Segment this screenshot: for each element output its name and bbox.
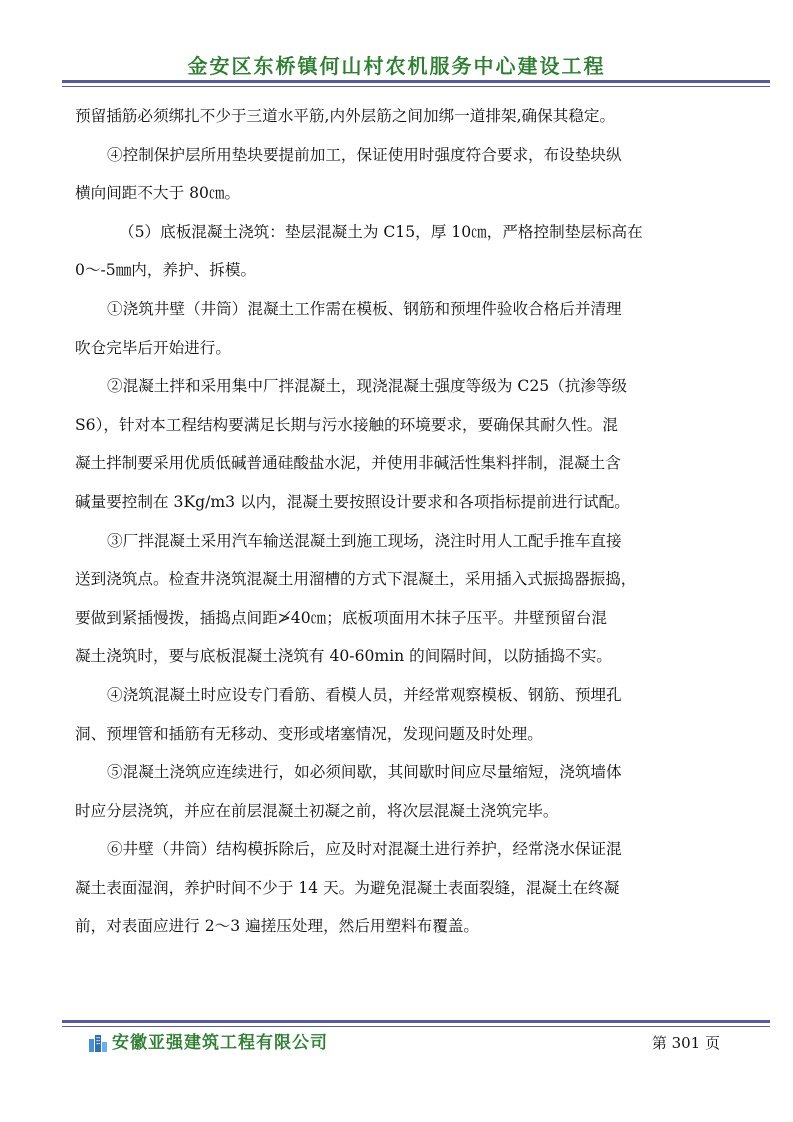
text-line: 凝土表面湿润，养护时间不少于 14 天。为避免混凝土表面裂缝，混凝土在终凝 [75,878,620,897]
body-text [75,97,731,946]
text-line: 凝土拌制要采用优质低碱普通硅酸盐水泥，并使用非碱活性集料拌制，混凝土含 [75,454,621,473]
text-line: 送到浇筑点。检查井浇筑混凝土用溜槽的方式下混凝土，采用插入式振捣器振捣， [75,570,637,589]
building-logo-icon [88,1033,108,1053]
text-line: ②混凝土拌和采用集中厂拌混凝土，现浇混凝土强度等级为 C25（抗渗等级 [107,377,628,396]
page-number: 第 301 页 [651,1034,720,1052]
text-line: 吹仓完毕后开始进行。 [75,338,231,357]
header-rule-thick [62,80,770,83]
text-line: 前，对表面应进行 2～3 遍搓压处理，然后用塑料布覆盖。 [75,917,480,936]
company-name: 安徽亚强建筑工程有限公司 [112,1033,328,1053]
text-line: 横向间距不大于 80㎝。 [75,184,241,203]
header-title: 金安区东桥镇何山村农机服务中心建设工程 [187,54,606,78]
text-line: 碱量要控制在 3Kg/m3 以内，混凝土要按照设计要求和各项指标提前进行试配。 [75,492,630,511]
text-line: ④浇筑混凝土时应设专门看筋、看模人员，并经常观察模板、钢筋、预埋孔 [107,685,622,704]
text-line: S6），针对本工程结构要满足长期与污水接触的环境要求，要确保其耐久性。混 [75,415,618,434]
text-line: ①浇筑井壁（井筒）混凝土工作需在模板、钢筋和预埋件验收合格后并清理 [107,299,622,318]
text-line: ③厂拌混凝土采用汽车输送混凝土到施工现场，浇注时用人工配手推车直接 [107,531,622,550]
text-line: 0～-5㎜内，养护、拆模。 [75,261,257,280]
footer-rule-thick [62,1020,770,1023]
footer-rule-thin [62,1026,770,1027]
text-line: 预留插筋必须绑扎不少于三道水平筋,内外层筋之间加绑一道排架,确保其稳定。 [75,107,616,125]
header-rule-thin [62,86,770,87]
text-line: 凝土浇筑时，要与底板混凝土浇筑有 40-60min 的间隔时间，以防插捣不实。 [75,647,612,666]
text-line: 要做到紧插慢拨，插捣点间距≯40㎝；底板项面用木抹子压平。井壁预留台混 [75,608,607,627]
footer-bar [88,1030,728,1056]
text-line: ④控制保护层所用垫块要提前加工，保证使用时强度符合要求，布设垫块纵 [107,145,622,164]
text-line: ⑥井壁（井筒）结构模拆除后，应及时对混凝土进行养护，经常浇水保证混 [107,840,622,859]
text-line: 时应分层浇筑，并应在前层混凝土初凝之前，将次层混凝土浇筑完毕。 [75,801,559,820]
text-line: （5）底板混凝土浇筑：垫层混凝土为 C15，厚 10㎝，严格控制垫层标高在 [119,222,643,241]
text-line: 洞、预埋管和插筋有无移动、变形或堵塞情况，发现问题及时处理。 [75,724,543,743]
text-line: ⑤混凝土浇筑应连续进行，如必须间歇，其间歇时间应尽量缩短，浇筑墙体 [107,763,622,782]
